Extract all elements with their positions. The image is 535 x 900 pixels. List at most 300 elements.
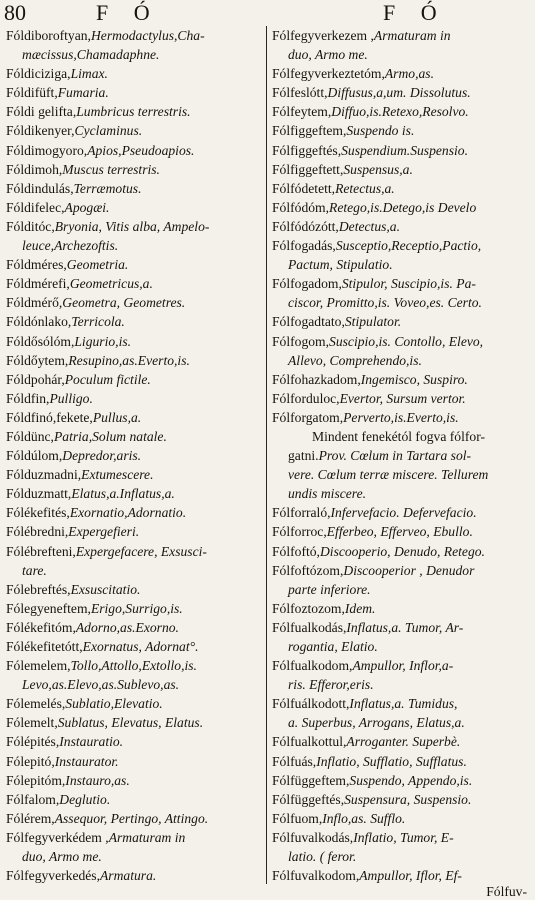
latin-definition: Discooperior , Denudor bbox=[343, 562, 475, 578]
headword: Fólforduloc, bbox=[272, 390, 340, 406]
entry-line bbox=[6, 752, 262, 771]
entry-line bbox=[6, 351, 262, 370]
entry-continuation-line bbox=[272, 637, 530, 656]
running-head-right: F Ó bbox=[383, 0, 447, 25]
entry-line bbox=[272, 332, 530, 351]
latin-definition: Inflatio, Tumor, E- bbox=[353, 829, 454, 845]
headword: Fólemelés, bbox=[6, 696, 66, 712]
latin-definition: Erigo,Surrigo,is. bbox=[90, 600, 183, 616]
headword: Fólfiggeftett, bbox=[272, 161, 344, 177]
catchword: Fólfuv- bbox=[486, 884, 527, 899]
headword: Fóldmérefi, bbox=[6, 276, 70, 292]
headword: Fóldméres, bbox=[6, 257, 67, 273]
latin-definition: duo, Armo me. bbox=[22, 849, 102, 865]
latin-definition: Armaturam in bbox=[373, 28, 451, 43]
headword: Fólfeslótt, bbox=[272, 85, 328, 101]
running-head-left: F Ó bbox=[96, 0, 160, 25]
latin-definition: Pullus,a. bbox=[92, 409, 142, 425]
headword: Fólfegyverkedés, bbox=[6, 868, 100, 884]
entry-line bbox=[272, 752, 530, 771]
dictionary-entry bbox=[6, 370, 262, 389]
latin-definition: Assequor, Pertingo, Attingo. bbox=[54, 810, 209, 826]
latin-definition: Instaurator. bbox=[54, 753, 119, 769]
headword: Fólfiggeftem, bbox=[272, 123, 347, 139]
headword: Fólfualkottul, bbox=[272, 734, 347, 750]
latin-definition: Suspensura, Suspensio. bbox=[344, 791, 472, 807]
entry-line bbox=[272, 866, 530, 885]
headword: Fólfódóm, bbox=[272, 199, 330, 215]
headword: Fólfegyverkezem , bbox=[272, 28, 374, 43]
entry-line bbox=[6, 599, 262, 618]
headword: Fólfogadtato, bbox=[272, 314, 345, 330]
headword: Fólfódetett, bbox=[272, 180, 336, 196]
entry-line bbox=[6, 713, 262, 732]
headword: Fólfuvalkodás, bbox=[272, 829, 354, 845]
entry-line bbox=[6, 160, 262, 179]
dictionary-entry bbox=[6, 790, 262, 809]
headword: Fólépités, bbox=[6, 734, 60, 750]
headword: Fólfogadom, bbox=[272, 276, 342, 292]
dictionary-entry bbox=[272, 752, 530, 771]
latin-definition: Suspendium.Suspensio. bbox=[341, 142, 468, 158]
latin-definition: Terræmotus. bbox=[73, 180, 142, 196]
headword: Fólemelt, bbox=[6, 715, 58, 731]
page-number: 80 bbox=[4, 0, 26, 25]
latin-definition: Instauro,as. bbox=[65, 772, 130, 788]
entry-line bbox=[6, 217, 262, 236]
headword: Fólepitó, bbox=[6, 753, 55, 769]
headword: Fóldúlom, bbox=[6, 448, 63, 464]
dictionary-entry bbox=[6, 713, 262, 732]
latin-definition: Susceptio,Receptio,Pactio, bbox=[335, 238, 482, 254]
latin-definition: Adorno,as.Exorno. bbox=[75, 619, 179, 635]
dictionary-entry bbox=[272, 866, 530, 885]
headword: Fólforroc, bbox=[272, 524, 327, 540]
entry-continuation-line bbox=[272, 293, 530, 312]
dictionary-entry bbox=[272, 217, 530, 236]
entry-line bbox=[272, 102, 530, 121]
entry-line bbox=[6, 102, 262, 121]
entry-line bbox=[6, 580, 262, 599]
dictionary-entry bbox=[272, 618, 530, 656]
dictionary-entry bbox=[272, 809, 530, 828]
headword: Fólfoftó, bbox=[272, 543, 320, 559]
dictionary-entry bbox=[6, 121, 262, 140]
entry-line bbox=[6, 408, 262, 427]
dictionary-entry bbox=[272, 656, 530, 694]
headword: Fóldünc, bbox=[6, 428, 54, 444]
headword: Fólfuálkodott, bbox=[272, 696, 350, 712]
latin-definition: Exornatio,Adornatio. bbox=[69, 505, 187, 521]
headword: Fólfuvalkodom, bbox=[272, 868, 360, 884]
headword: Fólfegyverkeztetóm, bbox=[272, 66, 385, 82]
entry-line bbox=[6, 255, 262, 274]
headword: Fólfalom, bbox=[6, 791, 60, 807]
latin-definition: Retectus,a. bbox=[335, 180, 395, 196]
latin-definition: Stipulator. bbox=[344, 314, 402, 330]
dictionary-entry bbox=[272, 83, 530, 102]
entry-continuation-line bbox=[6, 847, 262, 866]
dictionary-entry bbox=[272, 599, 530, 618]
headword: Fólfohazkadom, bbox=[272, 371, 361, 387]
dictionary-entry bbox=[6, 102, 262, 121]
dictionary-entry bbox=[6, 332, 262, 351]
dictionary-entry bbox=[272, 102, 530, 121]
latin-definition: Retego,is.Detego,is Develo bbox=[329, 199, 477, 215]
column-divider bbox=[266, 26, 267, 884]
entry-continuation-line bbox=[6, 561, 262, 580]
dictionary-entry bbox=[272, 503, 530, 522]
entry-line bbox=[6, 484, 262, 503]
latin-definition: Hermodactylus,Cha- bbox=[90, 28, 205, 43]
entry-line bbox=[272, 83, 530, 102]
entry-line bbox=[272, 141, 530, 160]
headword: Fólfegyverkédem , bbox=[6, 829, 109, 845]
dictionary-entry bbox=[6, 732, 262, 751]
left-column bbox=[6, 26, 262, 885]
entry-line bbox=[6, 637, 262, 656]
entry-line bbox=[6, 83, 262, 102]
entry-line bbox=[6, 389, 262, 408]
entry-line bbox=[272, 656, 530, 675]
headword: Fóldimogyoro, bbox=[6, 142, 88, 158]
dictionary-entry bbox=[6, 198, 262, 217]
entry-line bbox=[272, 618, 530, 637]
dictionary-entry bbox=[272, 64, 530, 83]
entry-line bbox=[272, 828, 530, 847]
headword: Fólemelem, bbox=[6, 658, 71, 674]
entry-line bbox=[272, 503, 530, 522]
headword: Fólfualkodom, bbox=[272, 658, 353, 674]
entry-line bbox=[272, 427, 530, 446]
latin-definition: Apios,Pseudoapios. bbox=[87, 142, 195, 158]
latin-definition: Inflatus,a. Tumidus, bbox=[349, 696, 458, 712]
entry-continuation-line bbox=[272, 713, 530, 732]
latin-definition: Levo,as.Elevo,as.Sublevo,as. bbox=[22, 677, 180, 693]
latin-definition: Ingemisco, Suspiro. bbox=[360, 371, 468, 387]
headword: Mindent fenekétól fogva fólfor- bbox=[312, 428, 485, 444]
latin-definition: Apogæi. bbox=[64, 199, 110, 215]
dictionary-entry bbox=[6, 408, 262, 427]
latin-definition: Elatus,a.Inflatus,a. bbox=[71, 486, 175, 502]
dictionary-entry bbox=[6, 446, 262, 465]
entry-line bbox=[6, 465, 262, 484]
headword: Fóldiciziga, bbox=[6, 66, 71, 82]
dictionary-entry bbox=[272, 828, 530, 866]
entry-continuation-line bbox=[272, 484, 530, 503]
latin-definition: Sublatus, Elevatus, Elatus. bbox=[57, 715, 204, 731]
dictionary-entry bbox=[272, 160, 530, 179]
dictionary-entry bbox=[6, 542, 262, 580]
headword: Fóldfinó,fekete, bbox=[6, 409, 93, 425]
dictionary-entry bbox=[6, 83, 262, 102]
headword: Fóldősólóm, bbox=[6, 333, 75, 349]
headword: Fólfoftózom, bbox=[272, 562, 344, 578]
latin-definition: Exornatus, Adornat°. bbox=[82, 639, 199, 654]
dictionary-entry bbox=[6, 312, 262, 331]
entry-continuation-line bbox=[272, 465, 530, 484]
entry-continuation-line bbox=[272, 45, 530, 64]
dictionary-entry bbox=[272, 790, 530, 809]
headword: Fólfogom, bbox=[272, 333, 330, 349]
dictionary-entry bbox=[6, 522, 262, 541]
dictionary-entry bbox=[6, 64, 262, 83]
headword: Fólfuom, bbox=[272, 810, 323, 826]
dictionary-entry bbox=[6, 217, 262, 255]
latin-definition: Infervefacio. Defervefacio. bbox=[330, 505, 477, 521]
latin-definition: duo, Armo me. bbox=[288, 47, 368, 63]
entry-line bbox=[272, 771, 530, 790]
right-column bbox=[272, 26, 530, 885]
entry-line bbox=[272, 389, 530, 408]
latin-definition: Fumaria. bbox=[57, 85, 109, 101]
latin-definition: Deglutio. bbox=[59, 791, 111, 807]
dictionary-entry bbox=[272, 427, 530, 503]
dictionary-entry bbox=[272, 312, 530, 331]
latin-definition: Ligurio,is. bbox=[74, 333, 132, 349]
headword: Fólfüggeftés, bbox=[272, 791, 345, 807]
latin-definition: Resupino,as.Everto,is. bbox=[68, 352, 190, 368]
latin-definition: Lumbricus terrestris. bbox=[76, 104, 191, 120]
latin-definition: Geometra, Geometres. bbox=[62, 295, 186, 311]
dictionary-entry bbox=[272, 26, 530, 64]
latin-definition: Inflo,as. Sufflo. bbox=[322, 810, 406, 826]
latin-definition: Pulligo. bbox=[49, 390, 93, 406]
dictionary-entry bbox=[6, 465, 262, 484]
latin-definition: Geometricus,a. bbox=[69, 276, 153, 292]
entry-line bbox=[272, 522, 530, 541]
headword: Fólduzmadni, bbox=[6, 467, 82, 483]
headword: Fóldi gelifta, bbox=[6, 104, 77, 120]
entry-line bbox=[6, 809, 262, 828]
entry-line bbox=[272, 542, 530, 561]
latin-definition: parte inferiore. bbox=[288, 581, 371, 597]
dictionary-entry bbox=[6, 503, 262, 522]
entry-line bbox=[6, 26, 262, 45]
entry-line bbox=[6, 370, 262, 389]
dictionary-entry bbox=[6, 255, 262, 274]
entry-continuation-line bbox=[6, 45, 262, 64]
latin-definition: Expergefieri. bbox=[68, 524, 140, 540]
dictionary-entry bbox=[272, 542, 530, 561]
latin-definition: a. Superbus, Arrogans, Elatus,a. bbox=[288, 715, 465, 731]
latin-definition: Exsuscitatio. bbox=[70, 581, 141, 597]
latin-definition: Allevo, Comprehendo,is. bbox=[288, 352, 422, 368]
dictionary-entry bbox=[272, 522, 530, 541]
latin-definition: Expergefacere, Exsusci- bbox=[75, 543, 207, 559]
entry-continuation-line bbox=[272, 255, 530, 274]
entry-line bbox=[6, 618, 262, 637]
headword: Fólfualkodás, bbox=[272, 619, 347, 635]
latin-definition: Diffusus,a,um. Dissolutus. bbox=[327, 85, 471, 101]
headword: Fólfüggeftem, bbox=[272, 772, 350, 788]
headword: Fólegyeneftem, bbox=[6, 600, 91, 616]
entry-line bbox=[272, 26, 530, 45]
latin-definition: Stipulor, Suscipio,is. Pa- bbox=[341, 276, 476, 292]
latin-definition: Sublatio,Elevatio. bbox=[65, 696, 163, 712]
entry-line bbox=[272, 121, 530, 140]
latin-definition: leuce,Archezoftis. bbox=[22, 238, 119, 254]
headword: Fólfiggeftés, bbox=[272, 142, 342, 158]
dictionary-entry bbox=[6, 637, 262, 656]
latin-definition: Suspendo is. bbox=[346, 123, 415, 139]
entry-line bbox=[272, 64, 530, 83]
dictionary-entry bbox=[6, 484, 262, 503]
headword: Fólebreftés, bbox=[6, 581, 71, 597]
dictionary-entry bbox=[6, 618, 262, 637]
latin-definition: Armo,as. bbox=[384, 66, 434, 82]
entry-line bbox=[6, 866, 262, 885]
dictionary-entry bbox=[272, 694, 530, 732]
dictionary-entry bbox=[6, 656, 262, 694]
dictionary-entry bbox=[272, 121, 530, 140]
entry-line bbox=[6, 293, 262, 312]
headword: Fóldifelec, bbox=[6, 199, 65, 215]
dictionary-entry bbox=[272, 370, 530, 389]
headword: Fóldőytem, bbox=[6, 352, 69, 368]
dictionary-entry bbox=[6, 427, 262, 446]
latin-definition: Instauratio. bbox=[59, 734, 124, 750]
entry-line bbox=[272, 599, 530, 618]
latin-definition: Idem. bbox=[344, 600, 376, 616]
headword: Fólditóc, bbox=[6, 218, 55, 234]
latin-definition: Bryonia, Vitis alba, Ampelo- bbox=[54, 218, 210, 234]
latin-definition: Pactum, Stipulatio. bbox=[288, 257, 393, 273]
entry-line bbox=[6, 121, 262, 140]
entry-line bbox=[272, 408, 530, 427]
dictionary-entry bbox=[272, 274, 530, 312]
dictionary-entry bbox=[6, 866, 262, 885]
dictionary-entry bbox=[6, 771, 262, 790]
dictionary-entry bbox=[272, 771, 530, 790]
entry-continuation-line bbox=[6, 675, 262, 694]
headword: Fólforgatom, bbox=[272, 409, 344, 425]
dictionary-entry bbox=[6, 293, 262, 312]
headword: Fóldpohár, bbox=[6, 371, 65, 387]
entry-line bbox=[272, 312, 530, 331]
latin-definition: Arroganter. Superbè. bbox=[346, 734, 461, 750]
latin-definition: Inflatus,a. Tumor, Ar- bbox=[346, 619, 464, 635]
entry-line bbox=[6, 732, 262, 751]
latin-definition: Inflatio, Sufflatio, Sufflatus. bbox=[316, 753, 467, 769]
dictionary-entry bbox=[6, 580, 262, 599]
headword: Fólfogadás, bbox=[272, 238, 336, 254]
page-header bbox=[0, 0, 535, 28]
dictionary-entry bbox=[6, 141, 262, 160]
entry-line bbox=[272, 217, 530, 236]
latin-definition: Extumescere. bbox=[81, 467, 154, 483]
dictionary-entry bbox=[6, 694, 262, 713]
dictionary-entry bbox=[272, 179, 530, 198]
latin-definition: Terricola. bbox=[71, 314, 125, 330]
entry-line bbox=[6, 312, 262, 331]
latin-definition: Evertor, Sursum vertor. bbox=[339, 390, 466, 406]
latin-definition: Suspensus,a. bbox=[343, 161, 413, 177]
entry-line bbox=[6, 198, 262, 217]
dictionary-entry bbox=[272, 198, 530, 217]
entry-line bbox=[272, 236, 530, 255]
entry-continuation-line bbox=[272, 675, 530, 694]
latin-definition: Armaturam in bbox=[108, 829, 186, 845]
entry-line bbox=[272, 179, 530, 198]
entry-line bbox=[6, 179, 262, 198]
entry-line bbox=[6, 694, 262, 713]
headword: Fóldikenyer, bbox=[6, 123, 75, 139]
latin-definition: Ampullor, Inflor,a- bbox=[352, 658, 454, 674]
latin-definition: tare. bbox=[22, 562, 47, 578]
latin-definition: mæcissus,Chamadaphne. bbox=[22, 47, 160, 63]
headword: Fóldfin, bbox=[6, 390, 50, 406]
dictionary-entry bbox=[272, 236, 530, 274]
dictionary-entry bbox=[6, 389, 262, 408]
latin-definition: Diffuo,is.Retexo,Resolvo. bbox=[331, 104, 469, 120]
latin-definition: ris. Efferor,eris. bbox=[288, 677, 374, 693]
dictionary-entry bbox=[272, 561, 530, 599]
entry-line bbox=[6, 64, 262, 83]
entry-line bbox=[6, 542, 262, 561]
entry-continuation-line bbox=[272, 847, 530, 866]
headword: Fólékefités, bbox=[6, 505, 70, 521]
dictionary-entry bbox=[6, 26, 262, 64]
entry-line bbox=[6, 771, 262, 790]
latin-definition: undis miscere. bbox=[288, 486, 367, 502]
entry-continuation-line bbox=[272, 446, 530, 465]
headword: Fólékefitetótt, bbox=[6, 639, 83, 654]
entry-line bbox=[272, 732, 530, 751]
headword: Fóldindulás, bbox=[6, 180, 74, 196]
entry-continuation-line bbox=[272, 351, 530, 370]
latin-definition: Detectus,a. bbox=[338, 218, 400, 234]
latin-definition: Muscus terrestris. bbox=[62, 161, 160, 177]
latin-definition: Suscipio,is. Contollo, Elevo, bbox=[329, 333, 484, 349]
entry-line bbox=[272, 809, 530, 828]
dictionary-entry bbox=[272, 332, 530, 370]
dictionary-entry bbox=[6, 828, 262, 866]
latin-definition: Discooperio, Denudo, Retego. bbox=[319, 543, 485, 559]
headword: Fólérem, bbox=[6, 810, 55, 826]
headword: Fóldimoh, bbox=[6, 161, 63, 177]
entry-continuation-line bbox=[272, 580, 530, 599]
dictionary-entry bbox=[272, 141, 530, 160]
entry-line bbox=[6, 332, 262, 351]
latin-definition: Suspendo, Appendo,is. bbox=[349, 772, 473, 788]
entry-line bbox=[272, 198, 530, 217]
entry-line bbox=[6, 503, 262, 522]
dictionary-entry bbox=[6, 599, 262, 618]
entry-line bbox=[272, 694, 530, 713]
entry-line bbox=[6, 427, 262, 446]
dictionary-entry bbox=[272, 389, 530, 408]
entry-line bbox=[272, 370, 530, 389]
latin-definition: Geometria. bbox=[66, 257, 129, 273]
latin-definition: Ampullor, Iflor, Ef- bbox=[359, 868, 462, 884]
entry-line bbox=[6, 522, 262, 541]
headword: Fólékefitóm, bbox=[6, 619, 76, 635]
headword: Fólfoztozom, bbox=[272, 600, 345, 616]
headword: Fóldifüft, bbox=[6, 85, 58, 101]
headword: Fólforraló, bbox=[272, 505, 331, 521]
latin-definition: vere. Cœlum terræ miscere. Tellurem bbox=[288, 467, 489, 483]
entry-line bbox=[6, 790, 262, 809]
latin-definition: ciscor, Promitto,is. Voveo,es. Certo. bbox=[288, 295, 482, 311]
dictionary-entry bbox=[6, 179, 262, 198]
entry-line bbox=[272, 561, 530, 580]
entry-continuation-line bbox=[6, 236, 262, 255]
latin-definition: Patria,Solum natale. bbox=[53, 428, 167, 444]
headword: Fóldmérő, bbox=[6, 295, 63, 311]
entry-line bbox=[6, 656, 262, 675]
latin-definition: Limax. bbox=[70, 66, 108, 82]
